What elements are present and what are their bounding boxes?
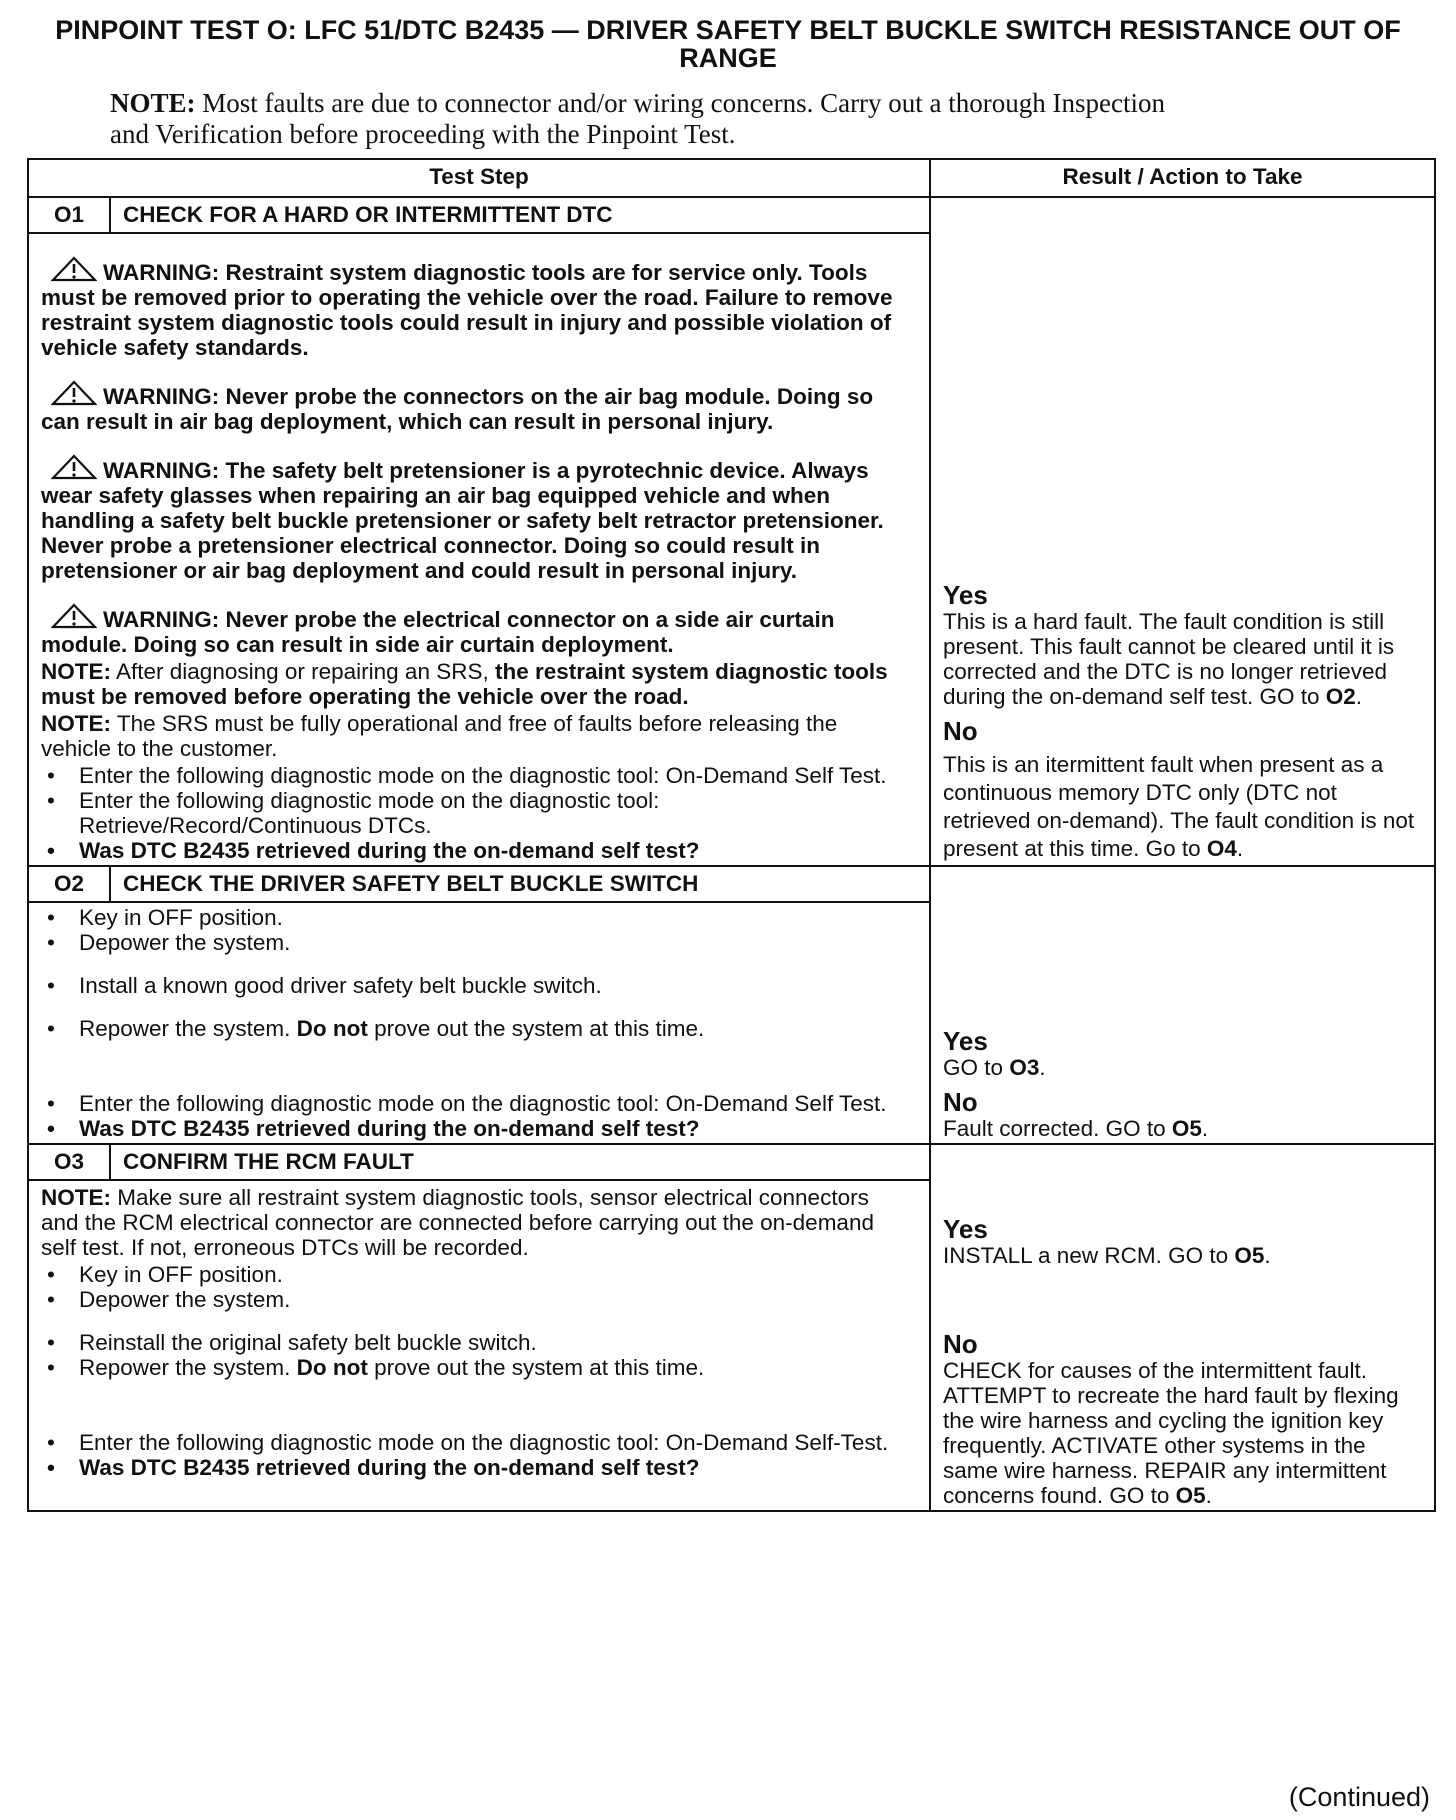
- step-list: [41, 763, 899, 863]
- intro-note: [110, 88, 1210, 150]
- step-list: [41, 1091, 899, 1141]
- list-item: • Install a known good driver safety belt buckle switch.: [41, 973, 899, 998]
- intro-note-text: Most faults are due to connector and/or wiring concerns. Carry out a thorough Inspection and Verification before proceeding with the Pinpoint Test.: [110, 88, 1165, 149]
- result-yes-text: This is a hard fault. The fault condition is still present. This fault cannot be cleared until it is corrected and the DTC is no longer retrieved during the on-demand self test. GO to O2.: [943, 609, 1395, 709]
- list-item: • Enter the following diagnostic mode on the diagnostic tool: On-Demand Self Test.: [41, 763, 899, 788]
- col-header-test-step: Test Step: [28, 159, 930, 197]
- list-item: • Repower the system. Do not prove out the system at this time.: [41, 1355, 899, 1380]
- step-number: O3: [28, 1144, 110, 1180]
- col-header-result: Result / Action to Take: [930, 159, 1435, 197]
- result-no-text: CHECK for causes of the intermittent fault. ATTEMPT to recreate the hard fault by flexing the wire harness and cycling the ignition key frequently. ACTIVATE other systems in the same wire harness. REPAIR any intermittent concerns found. GO to O5.: [943, 1358, 1399, 1508]
- list-item: • Enter the following diagnostic mode on the diagnostic tool: Retrieve/Record/Continuous DTCs.: [41, 788, 899, 838]
- list-item: • Depower the system.: [41, 930, 899, 955]
- step-list: [41, 1330, 899, 1380]
- question-item: • Was DTC B2435 retrieved during the on-demand self test?: [41, 1455, 899, 1480]
- note-block: NOTE: Make sure all restraint system diagnostic tools, sensor electrical connectors and the RCM electrical connector are connected before carrying out the on-demand self test. If not, erroneous DTCs will be recorded.: [41, 1185, 874, 1260]
- step-list: [41, 973, 899, 998]
- step-heading: CHECK FOR A HARD OR INTERMITTENT DTC: [110, 197, 930, 233]
- intro-note-label: NOTE:: [110, 88, 196, 118]
- result-no-text: This is an itermittent fault when present as a continuous memory DTC only (DTC not retrieved on-demand). The fault condition is not present at this time. Go to O4.: [943, 752, 1415, 861]
- result-yes-label: Yes: [943, 1026, 988, 1056]
- warning-block: WARNING: The safety belt pretensioner is a pyrotechnic device. Always wear safety glasses when repairing an air bag equipped vehicle and when handling a safety belt buckle pretensioner or safety belt retractor pretensioner. Never probe a pretensioner electrical connector. Doing so could result in pretensioner or air bag deployment and could result in personal injury.: [41, 454, 899, 583]
- list-item: • Enter the following diagnostic mode on the diagnostic tool: On-Demand Self Test.: [41, 1091, 899, 1116]
- note-block: NOTE: After diagnosing or repairing an SRS, the restraint system diagnostic tools must be removed before operating the vehicle over the road.: [41, 659, 888, 709]
- step-o2-result: [930, 866, 1435, 1144]
- step-o3-heading-row: [28, 1144, 1435, 1180]
- warning-block: WARNING: Never probe the connectors on the air bag module. Doing so can result in air bag deployment, which can result in personal injury.: [41, 380, 899, 434]
- warning-triangle-icon: [51, 380, 97, 406]
- pinpoint-test-table: [27, 158, 1436, 1512]
- list-item: • Enter the following diagnostic mode on the diagnostic tool: On-Demand Self-Test.: [41, 1430, 899, 1455]
- result-yes-text: INSTALL a new RCM. GO to O5.: [943, 1243, 1271, 1268]
- warning-block: WARNING: Never probe the electrical connector on a side air curtain module. Doing so can result in side air curtain deployment.: [41, 603, 899, 657]
- note-block: NOTE: The SRS must be fully operational and free of faults before releasing the vehicle to the customer.: [41, 711, 838, 761]
- result-yes-label: Yes: [943, 1214, 988, 1244]
- step-o3-body: [28, 1180, 930, 1511]
- list-item: • Reinstall the original safety belt buckle switch.: [41, 1330, 899, 1355]
- step-heading: CONFIRM THE RCM FAULT: [110, 1144, 930, 1180]
- step-list: [41, 1262, 899, 1312]
- step-o2-heading-row: [28, 866, 1435, 902]
- result-no-label: No: [943, 1087, 978, 1117]
- step-heading: CHECK THE DRIVER SAFETY BELT BUCKLE SWITCH: [110, 866, 930, 902]
- result-yes-text: GO to O3.: [943, 1055, 1046, 1080]
- list-item: • Key in OFF position.: [41, 905, 899, 930]
- step-o1-result: [930, 197, 1435, 866]
- step-number: O2: [28, 866, 110, 902]
- list-item: • Key in OFF position.: [41, 1262, 899, 1287]
- step-number: O1: [28, 197, 110, 233]
- step-o1-heading-row: [28, 197, 1435, 233]
- warning-triangle-icon: [51, 454, 97, 480]
- question-item: • Was DTC B2435 retrieved during the on-demand self test?: [41, 838, 899, 863]
- step-o2-body: [28, 902, 930, 1144]
- list-item: • Depower the system.: [41, 1287, 899, 1312]
- result-no-label: No: [943, 716, 978, 746]
- step-list: [41, 905, 899, 955]
- continued-label: (Continued): [1288, 1782, 1430, 1812]
- step-o3-result: [930, 1144, 1435, 1511]
- table-header-row: [28, 159, 1435, 197]
- result-no-label: No: [943, 1329, 978, 1359]
- step-list: [41, 1016, 899, 1041]
- result-yes-label: Yes: [943, 580, 988, 610]
- result-no-text: Fault corrected. GO to O5.: [943, 1116, 1209, 1141]
- page-title: PINPOINT TEST O: LFC 51/DTC B2435 — DRIVER SAFETY BELT BUCKLE SWITCH RESISTANCE OUT OF RANGE: [55, 15, 1401, 73]
- step-o1-body: [28, 233, 930, 866]
- question-item: • Was DTC B2435 retrieved during the on-demand self test?: [41, 1116, 899, 1141]
- list-item: • Repower the system. Do not prove out the system at this time.: [41, 1016, 899, 1041]
- warning-triangle-icon: [51, 603, 97, 629]
- warning-block: WARNING: Restraint system diagnostic tools are for service only. Tools must be removed prior to operating the vehicle over the road. Failure to remove restraint system diagnostic tools could result in injury and possible violation of vehicle safety standards.: [41, 256, 899, 360]
- step-list: [41, 1430, 899, 1480]
- warning-triangle-icon: [51, 256, 97, 282]
